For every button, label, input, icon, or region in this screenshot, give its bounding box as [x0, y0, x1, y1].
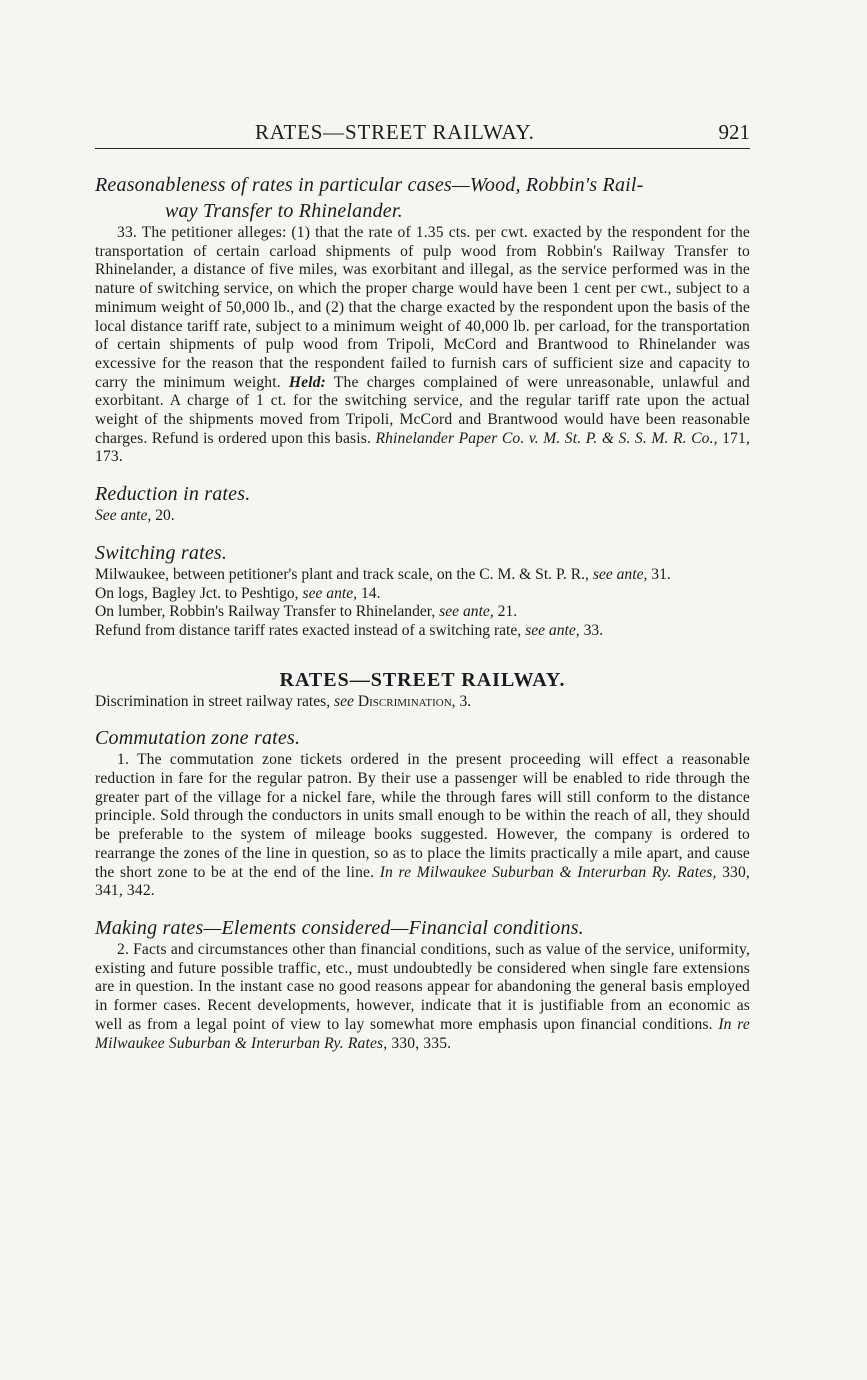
paragraph-2 — [95, 941, 750, 1053]
paragraph-1 — [95, 751, 750, 901]
citation: Rhinelander Paper Co. v. M. St. P. & S. S. M. R. Co., — [375, 429, 718, 447]
paragraph-text: 33. The petitioner alleges: (1) that the rate of 1.35 cts. per cwt. exacted by the respondent for the transportation of certain carload shipments of pulp wood from Robbin's Railway Transfer to Rhinelander, a distance of five miles, was exorbitant and illegal, as the service performed was in the nature of switching service, on which the proper charge would have been 1 cent per cwt., subject to a minimum weight of 50,000 lb., and (2) that the charge exacted by the respondent upon the basis of the local distance tariff rate, subject to a minimum weight of 40,000 lb. per carload, for the transportation of certain shipments of pulp wood from Tripoli, McCord and Brantwood to Rhinelander was excessive for the reason that the respondent failed to furnish cars of sufficient size and capacity to carry the minimum weight. — [95, 224, 750, 391]
page-content — [95, 172, 750, 1053]
section-heading-making-rates: Making rates—Elements considered—Financial conditions. — [95, 916, 584, 939]
list-item — [95, 603, 750, 622]
citation-pages: 330, 335. — [391, 1034, 452, 1052]
see-ref: 20. — [155, 507, 175, 525]
entry-see: see ante, — [439, 603, 494, 621]
entry-ref: 21. — [497, 603, 518, 621]
held-text: The charges complained of were unreasonable, unlawful and exorbitant. A charge of 1 ct. for the switching service, and the regular tariff rate upon the actual weight of the shipments moved from Tripoli, McCord and Brantwood would have been reasonable charges. Refund is ordered upon this basis. — [95, 373, 750, 447]
running-header — [95, 118, 750, 149]
entry-text: Milwaukee, between petitioner's plant and track scale, on the C. M. & St. P. R., — [95, 565, 589, 583]
paragraph-text: 2. Facts and circumstances other than financial conditions, such as value of the service, uniformity, existing and future possible traffic, etc., must undoubtedly be considered when single fare extensions are in question. In the instant case no good reasons appear for abandoning the general basis employed in former cases. Recent developments, however, indicate that it is justifiable from an economic as well as from a legal point of view to lay somewhat more emphasis upon financial conditions. — [95, 940, 750, 1033]
see-reference — [95, 507, 750, 526]
discrimination-num: , 3. — [451, 692, 472, 710]
entry-ref: 33. — [583, 621, 604, 639]
discrimination-see: see — [334, 692, 354, 710]
entry-text: On lumber, Robbin's Railway Transfer to Rhinelander, — [95, 603, 436, 621]
held-label: Held: — [288, 373, 327, 391]
discrimination-ref: Discrimination — [357, 692, 452, 710]
running-title: RATES—STREET RAILWAY. — [255, 120, 535, 144]
heading-line-2: way Transfer to Rhinelander. — [165, 200, 403, 222]
citation: In re Milwaukee Suburban & Interurban Ry. Rates, — [95, 1015, 750, 1052]
see-label: See ante, — [95, 507, 152, 525]
heading-line-1: Reasonableness of rates in particular cases—Wood, Robbin's Rail- — [95, 174, 644, 196]
entry-ref: 31. — [651, 565, 671, 583]
section-heading-switching: Switching rates. — [95, 541, 228, 564]
citation-pages: 330, 341, 342. — [95, 863, 750, 900]
discrimination-text: Discrimination in street railway rates, — [95, 692, 331, 710]
list-item — [95, 622, 750, 641]
citation: In re Milwaukee Suburban & Interurban Ry. Rates, — [379, 863, 717, 881]
entry-see: see ante, — [525, 621, 580, 639]
page-number: 921 — [718, 120, 750, 144]
entry-ref: 14. — [360, 584, 381, 602]
paragraph-33 — [95, 224, 750, 467]
list-item — [95, 585, 750, 604]
main-heading: RATES—STREET RAILWAY. — [279, 668, 566, 691]
section-heading-reduction: Reduction in rates. — [95, 483, 251, 506]
entry-text: Refund from distance tariff rates exacted instead of a switching rate, — [95, 621, 522, 639]
citation-pages: 171, 173. — [95, 429, 750, 466]
list-item — [95, 566, 750, 585]
paragraph-text: 1. The commutation zone tickets ordered in the present proceeding will effect a reasonable reduction in fare for the regular patron. By their use a passenger will be enabled to ride through the greater part of the village for a nickel fare, while the through fares will still conform to the distance principle. Sold through the conductors in units small enough to be within the reach of all, they should be preferable to the system of mileage books suggested. However, the company is ordered to rearrange the zones of the line in question, so as to place the limits practically a mile apart, and cause the short zone to be at the end of the line. — [95, 751, 750, 881]
section-heading-reasonableness — [95, 172, 750, 224]
entry-see: see ante, — [302, 584, 358, 602]
section-heading-commutation: Commutation zone rates. — [95, 727, 301, 750]
discrimination-reference — [95, 693, 750, 712]
entry-text: On logs, Bagley Jct. to Peshtigo, — [95, 584, 299, 602]
entry-see: see ante, — [592, 565, 648, 583]
